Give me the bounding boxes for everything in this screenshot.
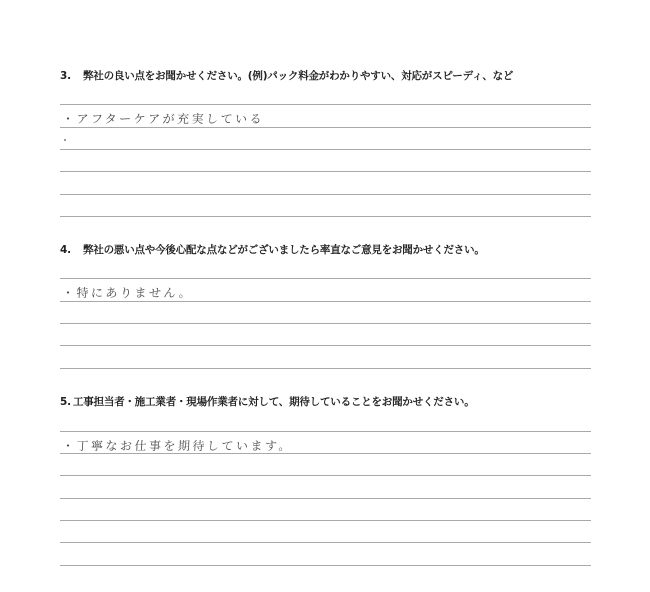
answer-line [60, 368, 591, 369]
question-4 [60, 242, 485, 257]
question-text: 弊社の良い点をお聞かせください。(例)パック料金がわかりやすい、対応がスピーディ、など [83, 70, 514, 82]
handwritten-answer: ・丁寧なお仕事を期待しています。 [61, 439, 294, 453]
answer-line [60, 431, 591, 432]
handwritten-answer: ・特にありません。 [61, 286, 194, 300]
question-5 [60, 394, 475, 409]
answer-line [60, 216, 591, 217]
answer-line [60, 323, 591, 324]
answer-line [60, 278, 591, 279]
answer-line [60, 565, 591, 566]
question-number: 5. [60, 396, 71, 408]
answer-line [60, 194, 591, 195]
answer-line [60, 498, 591, 499]
question-3 [60, 68, 513, 83]
handwritten-answer: ・アフターケアが充実している [61, 112, 265, 126]
answer-line [60, 345, 591, 346]
answer-line [60, 542, 591, 543]
answer-line [60, 520, 591, 521]
bullet-dot [64, 139, 66, 141]
question-number: 4. [60, 244, 71, 256]
answer-line [60, 453, 591, 454]
answer-line [60, 171, 591, 172]
answer-line [60, 149, 591, 150]
answer-line [60, 301, 591, 302]
answer-line [60, 127, 591, 128]
question-number: 3. [60, 70, 71, 82]
question-text: 工事担当者・施工業者・現場作業者に対して、期待していることをお聞かせください。 [73, 396, 475, 408]
answer-line [60, 475, 591, 476]
answer-line [60, 104, 591, 105]
question-text: 弊社の悪い点や今後心配な点などがございましたら率直なご意見をお聞かせください。 [83, 244, 485, 256]
